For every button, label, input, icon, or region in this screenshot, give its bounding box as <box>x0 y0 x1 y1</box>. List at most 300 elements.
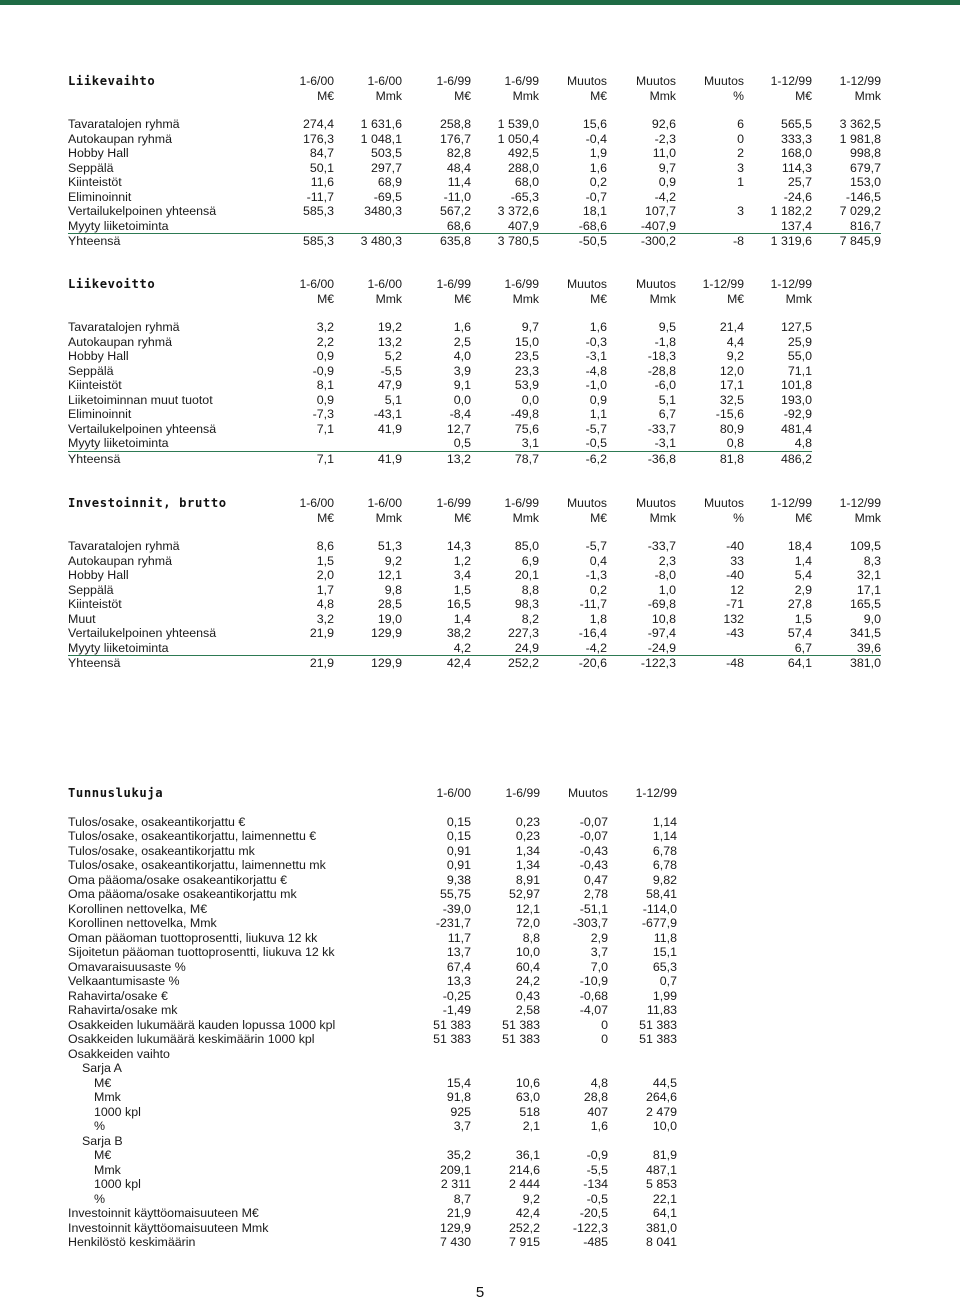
total-value: 21,9 <box>266 656 334 671</box>
row-value: 258,8 <box>439 117 471 131</box>
column-unit: Mmk <box>375 510 402 525</box>
row-value: 3 372,6 <box>497 204 539 218</box>
total-value: -8 <box>676 234 744 249</box>
row-value: -146,5 <box>845 189 881 204</box>
row-value: 297,7 <box>370 160 402 175</box>
row-value: -0,5 <box>585 436 607 450</box>
row-value: -49,8 <box>510 407 539 421</box>
row-label: Rahavirta/osake € <box>68 988 168 1003</box>
row-label: Hobby Hall <box>68 146 129 160</box>
row-value: 9,2 <box>384 553 402 568</box>
total-label: Yhteensä <box>68 656 266 671</box>
row-value: -11,7 <box>306 189 334 204</box>
total-value: 13,2 <box>402 451 471 466</box>
total-row <box>68 656 881 671</box>
row-value: -20,5 <box>579 1206 608 1220</box>
liikevaihto-table <box>68 74 881 249</box>
row-value: 1 539,0 <box>497 117 539 131</box>
total-value: 42,4 <box>402 656 471 671</box>
row-value: 0,23 <box>515 814 540 829</box>
row-value: 0,23 <box>515 829 540 843</box>
column-header: 1-6/00 <box>299 277 334 291</box>
row-value: 38,2 <box>446 626 471 640</box>
row-value: 71,1 <box>787 363 812 378</box>
row-label: Oma pääoma/osake osakeantikorjattu mk <box>68 887 297 901</box>
table-row <box>68 1047 677 1062</box>
row-value: 252,2 <box>508 1220 540 1235</box>
row-value: 75,6 <box>514 421 539 436</box>
spacer-row <box>68 103 881 117</box>
row-value: 333,3 <box>780 131 812 146</box>
row-value: 13,3 <box>446 974 471 988</box>
row-value: 42,4 <box>515 1206 540 1220</box>
row-value: 2 444 <box>508 1177 540 1191</box>
row-value: 1,6 <box>589 160 607 175</box>
row-value: 1 048,1 <box>360 131 402 146</box>
row-value: 3,2 <box>316 320 334 334</box>
row-value: 21,9 <box>446 1206 471 1220</box>
row-value: -1,3 <box>585 568 607 582</box>
row-value: 9,8 <box>384 582 402 597</box>
liikevaihto-section <box>68 74 881 249</box>
row-label: % <box>94 1191 106 1206</box>
column-header: 1-12/99 <box>770 277 812 291</box>
unit-row <box>68 292 812 307</box>
table-row <box>68 378 812 393</box>
table-row <box>68 393 812 408</box>
row-value: -1,8 <box>654 334 676 349</box>
row-value: -18,3 <box>647 349 676 363</box>
row-value: 3480,3 <box>364 204 402 218</box>
row-value: -8,0 <box>654 568 676 582</box>
row-value: 85,0 <box>514 539 539 553</box>
total-value: -122,3 <box>607 656 676 671</box>
row-value <box>608 1134 677 1149</box>
unit-row-spacer <box>68 89 266 104</box>
row-value: 2,5 <box>453 334 471 349</box>
table-row <box>68 1032 677 1047</box>
total-value: 7,1 <box>266 451 334 466</box>
total-row <box>68 234 881 249</box>
row-value: -0,68 <box>579 988 608 1003</box>
row-value: 5,2 <box>384 349 402 363</box>
table-row <box>68 989 677 1004</box>
row-label: Vertailukelpoinen yhteensä <box>68 204 217 218</box>
row-label: Kiinteistöt <box>68 175 122 189</box>
row-label: Autokaupan ryhmä <box>68 131 173 146</box>
column-header: Muutos <box>567 277 607 291</box>
row-label: Seppälä <box>68 582 114 597</box>
total-value: -6,2 <box>539 451 607 466</box>
row-value: 5,1 <box>658 392 676 407</box>
row-value: 2 <box>737 146 744 160</box>
row-value: 0,5 <box>453 436 471 450</box>
row-value: 407,9 <box>507 218 539 233</box>
row-value: 1,1 <box>589 407 607 421</box>
row-value: 492,5 <box>507 146 539 160</box>
row-label: Myyty liiketoiminta <box>68 218 169 233</box>
row-value: 52,97 <box>508 887 540 901</box>
row-value: -0,07 <box>579 829 608 843</box>
row-value: 60,4 <box>515 959 540 974</box>
total-value: 3 780,5 <box>471 234 539 249</box>
row-label: Autokaupan ryhmä <box>68 334 173 349</box>
row-value: 21,4 <box>719 320 744 334</box>
row-value <box>540 1047 608 1062</box>
row-value: 18,4 <box>787 539 812 553</box>
row-value: 44,5 <box>652 1075 677 1090</box>
column-unit: % <box>733 88 744 103</box>
row-label: Seppälä <box>68 160 114 175</box>
row-value: 18,1 <box>582 204 607 218</box>
column-header: 1-6/00 <box>367 277 402 291</box>
row-value: 9,2 <box>522 1191 540 1206</box>
column-unit: M€ <box>795 88 812 103</box>
table-row <box>68 219 881 234</box>
row-value: 82,8 <box>446 146 471 160</box>
row-value: 1,14 <box>652 814 677 829</box>
row-value: 51 383 <box>502 1017 540 1032</box>
column-unit: Mmk <box>649 88 676 103</box>
row-label: Tavaratalojen ryhmä <box>68 539 180 553</box>
row-value: 8,8 <box>521 582 539 597</box>
row-value: 381,0 <box>645 1220 677 1235</box>
row-value: 114,3 <box>781 160 812 175</box>
row-value: 341,5 <box>849 626 881 640</box>
row-value: -0,4 <box>585 131 607 146</box>
row-value: 8,7 <box>453 1191 471 1206</box>
table-row <box>68 829 677 844</box>
row-value: 15,4 <box>446 1075 471 1090</box>
row-value: 24,2 <box>515 974 540 988</box>
column-unit: Mmk <box>375 88 402 103</box>
table-row <box>68 873 677 888</box>
row-value: 5,1 <box>384 392 402 407</box>
table-row <box>68 1221 677 1236</box>
tunnuslukuja-table <box>68 786 677 1250</box>
column-header: Muutos <box>567 496 607 510</box>
row-value: 8 041 <box>645 1235 677 1249</box>
section-title: Investoinnit, brutto <box>68 496 227 510</box>
unit-row-spacer <box>68 511 266 526</box>
row-value: -69,8 <box>647 597 676 611</box>
row-value: 3,9 <box>453 363 471 378</box>
row-value: 4,0 <box>453 349 471 363</box>
column-header: 1-6/99 <box>504 496 539 510</box>
table-row <box>68 844 677 859</box>
header-row <box>68 74 881 89</box>
row-value: 4,8 <box>316 597 334 611</box>
row-value: -11,0 <box>443 189 471 204</box>
row-value: 3,1 <box>521 436 539 450</box>
total-value: 78,7 <box>471 451 539 466</box>
row-value <box>334 436 402 451</box>
row-value: 3 362,5 <box>839 117 881 131</box>
spacer <box>68 801 677 815</box>
row-label: 1000 kpl <box>94 1177 141 1191</box>
table-row <box>68 1003 677 1018</box>
table-row <box>68 612 881 627</box>
row-value: -2,3 <box>654 131 676 146</box>
row-value: 15,1 <box>652 945 677 959</box>
row-value: 9,82 <box>652 872 677 887</box>
row-label: Tulos/osake, osakeantikorjattu mk <box>68 843 255 858</box>
liikevoitto-section <box>68 277 812 466</box>
total-value: 486,2 <box>744 451 812 466</box>
row-value: 0,9 <box>316 392 334 407</box>
row-value: 3 <box>737 204 744 218</box>
top-accent-bar <box>0 0 960 5</box>
table-row <box>68 1206 677 1221</box>
row-value: -92,9 <box>783 407 812 421</box>
row-value: 0,0 <box>453 392 471 407</box>
row-label: Osakkeiden lukumäärä keskimäärin 1000 kpl <box>68 1032 315 1046</box>
row-value: -3,1 <box>585 349 607 363</box>
column-header: 1-6/99 <box>436 74 471 88</box>
column-unit: Mmk <box>785 291 812 306</box>
row-value: 132 <box>723 611 744 626</box>
row-value: 567,2 <box>439 204 471 218</box>
section-title: Liikevoitto <box>68 277 156 291</box>
row-value: 36,1 <box>515 1148 540 1162</box>
column-header: 1-6/00 <box>367 74 402 88</box>
column-unit: M€ <box>454 88 471 103</box>
row-value: 998,8 <box>849 146 881 160</box>
row-value: -0,9 <box>312 363 334 378</box>
row-value: -71 <box>726 597 744 611</box>
row-value: 0,9 <box>589 392 607 407</box>
row-label: Tulos/osake, osakeantikorjattu, laimennettu mk <box>68 858 326 872</box>
row-value <box>471 1061 540 1076</box>
row-value: 48,4 <box>446 160 471 175</box>
row-value: 209,1 <box>439 1162 471 1177</box>
row-label: Oman pääoman tuottoprosentti, liukuva 12 kk <box>68 930 318 945</box>
row-value: 53,9 <box>514 378 539 392</box>
column-unit: Mmk <box>512 88 539 103</box>
row-value: 84,7 <box>309 146 334 160</box>
row-value: 39,6 <box>856 640 881 655</box>
row-value: -4,8 <box>585 363 607 378</box>
row-value: 1,4 <box>453 611 471 626</box>
row-label: Muut <box>68 611 96 626</box>
row-value: 0,4 <box>589 553 607 568</box>
row-value: 28,5 <box>377 597 402 611</box>
row-value: 12,7 <box>446 421 471 436</box>
column-header: Muutos <box>636 277 676 291</box>
row-value: 481,4 <box>780 421 812 436</box>
row-value: 68,6 <box>446 218 471 233</box>
table-row <box>68 960 677 975</box>
row-value: 129,9 <box>439 1220 471 1235</box>
header-row <box>68 277 812 292</box>
row-value: 129,9 <box>370 626 402 640</box>
row-label: Velkaantumisaste % <box>68 974 180 988</box>
row-value: 91,8 <box>446 1090 471 1104</box>
unit-row-spacer <box>68 292 266 307</box>
row-value: 68,0 <box>514 175 539 189</box>
total-value: 1 319,6 <box>744 234 812 249</box>
row-value: 10,0 <box>515 945 540 959</box>
row-value: -0,5 <box>586 1191 608 1206</box>
row-value: 565,5 <box>780 117 812 131</box>
row-value: 11,0 <box>652 146 676 160</box>
row-value: 7,0 <box>590 959 608 974</box>
row-value: -43,1 <box>373 407 402 421</box>
row-value: -0,7 <box>585 189 607 204</box>
column-header: 1-6/00 <box>299 74 334 88</box>
total-value: 252,2 <box>471 656 539 671</box>
table-row <box>68 597 881 612</box>
row-label: Tavaratalojen ryhmä <box>68 117 180 131</box>
total-value: 129,9 <box>334 656 402 671</box>
row-value: 41,9 <box>377 421 402 436</box>
row-value: 51 383 <box>433 1032 471 1046</box>
row-value: -5,5 <box>380 363 402 378</box>
row-label: Investoinnit käyttöomaisuuteen Mmk <box>68 1220 269 1235</box>
row-value: 0,8 <box>726 436 744 450</box>
row-value: 55,75 <box>439 887 471 901</box>
row-value: 1,9 <box>589 146 607 160</box>
row-value: 585,3 <box>302 204 334 218</box>
table-row <box>68 146 881 161</box>
column-header: 1-12/99 <box>770 496 812 510</box>
total-label: Yhteensä <box>68 234 266 249</box>
row-value: -407,9 <box>640 218 676 233</box>
spacer <box>68 306 812 320</box>
row-value: 6,7 <box>794 640 812 655</box>
row-value: -677,9 <box>641 916 677 930</box>
row-value: 153,0 <box>849 175 881 189</box>
header-row <box>68 496 881 511</box>
row-value: -6,0 <box>654 378 676 392</box>
table-row <box>68 320 812 335</box>
row-value: 25,7 <box>787 175 812 189</box>
row-value: 9,0 <box>863 611 881 626</box>
row-value: 14,3 <box>446 539 471 553</box>
row-label: Mmk <box>94 1162 121 1177</box>
row-value: 0,91 <box>446 858 471 872</box>
column-unit: Mmk <box>512 291 539 306</box>
row-value: 11,8 <box>653 930 677 945</box>
row-label: Mmk <box>94 1090 121 1104</box>
row-label: Hobby Hall <box>68 568 129 582</box>
row-label: Myyty liiketoiminta <box>68 640 169 655</box>
column-header: 1-12/99 <box>635 786 677 800</box>
column-header: Muutos <box>636 496 676 510</box>
row-value: 925 <box>450 1104 471 1119</box>
table-row <box>68 858 677 873</box>
column-header: 1-12/99 <box>839 74 881 88</box>
row-value: 35,2 <box>446 1148 471 1162</box>
header-row <box>68 786 677 801</box>
row-value: 1,6 <box>589 320 607 334</box>
row-value: 2,2 <box>316 334 334 349</box>
row-value: -40 <box>726 539 744 553</box>
row-value: 32,1 <box>856 568 881 582</box>
total-value: 3 480,3 <box>334 234 402 249</box>
column-unit: Mmk <box>375 291 402 306</box>
row-value: 1 631,6 <box>360 117 402 131</box>
row-value: 28,8 <box>583 1090 608 1104</box>
row-label: 1000 kpl <box>94 1104 141 1119</box>
row-value: -16,4 <box>578 626 607 640</box>
row-value: 1,14 <box>652 829 677 843</box>
row-value: 12,0 <box>719 363 744 378</box>
row-label: Sijoitetun pääoman tuottoprosentti, liukuva 12 kk <box>68 945 335 959</box>
row-value: 47,9 <box>377 378 402 392</box>
row-value: 109,5 <box>849 539 881 553</box>
row-value: 23,5 <box>514 349 539 363</box>
table-row <box>68 407 812 422</box>
row-value: 518 <box>519 1104 540 1119</box>
row-value: 1,99 <box>652 988 677 1003</box>
row-value: 5 853 <box>645 1177 677 1191</box>
row-label: Seppälä <box>68 363 114 378</box>
row-value: 11,7 <box>447 930 471 945</box>
row-value: -24,9 <box>647 640 676 655</box>
table-row <box>68 554 881 569</box>
row-value: 55,0 <box>787 349 812 363</box>
row-value: 1 050,4 <box>497 131 539 146</box>
row-value: 2,9 <box>590 930 608 945</box>
table-row <box>68 887 677 902</box>
row-value: -1,49 <box>442 1003 471 1017</box>
row-value: 1,5 <box>453 582 471 597</box>
row-value: -8,4 <box>449 407 471 421</box>
row-label: Vertailukelpoinen yhteensä <box>68 421 217 436</box>
row-value: 9,1 <box>453 378 471 392</box>
row-value: -0,07 <box>579 814 608 829</box>
row-value: 16,5 <box>446 597 471 611</box>
row-value: 227,3 <box>507 626 539 640</box>
row-value <box>403 1047 471 1062</box>
row-value: 19,2 <box>377 320 402 334</box>
table-row <box>68 916 677 931</box>
row-value: 274,4 <box>302 117 334 131</box>
liikevoitto-table <box>68 277 812 466</box>
row-value: 1 182,2 <box>770 204 812 218</box>
row-value: 0,43 <box>515 988 540 1003</box>
row-value: 487,1 <box>645 1162 677 1177</box>
row-value: 1,6 <box>453 320 471 334</box>
row-value: 58,41 <box>645 887 677 901</box>
row-value: 165,5 <box>849 597 881 611</box>
row-value: 2,78 <box>583 887 608 901</box>
row-value: 0 <box>737 131 744 146</box>
row-value: 6,7 <box>658 407 676 421</box>
column-header: 1-6/00 <box>299 496 334 510</box>
row-value: 1,7 <box>316 582 334 597</box>
column-unit: M€ <box>454 291 471 306</box>
row-value: 0,0 <box>521 392 539 407</box>
row-value: -97,4 <box>647 626 676 640</box>
row-value: 6,78 <box>652 843 677 858</box>
row-value: -43 <box>726 626 744 640</box>
row-value: 1,2 <box>453 553 471 568</box>
row-value: 32,5 <box>719 392 744 407</box>
table-row <box>68 190 881 205</box>
row-value: 12,1 <box>515 901 540 916</box>
row-value: 1,8 <box>589 611 607 626</box>
spacer-row <box>68 525 881 539</box>
row-value: 2,0 <box>316 568 334 582</box>
total-row <box>68 451 812 466</box>
row-value <box>266 436 334 451</box>
row-value: 2,58 <box>515 1003 540 1017</box>
row-label: Sarja A <box>82 1061 122 1075</box>
row-value: 0 <box>601 1032 608 1046</box>
row-value: -122,3 <box>572 1220 608 1235</box>
